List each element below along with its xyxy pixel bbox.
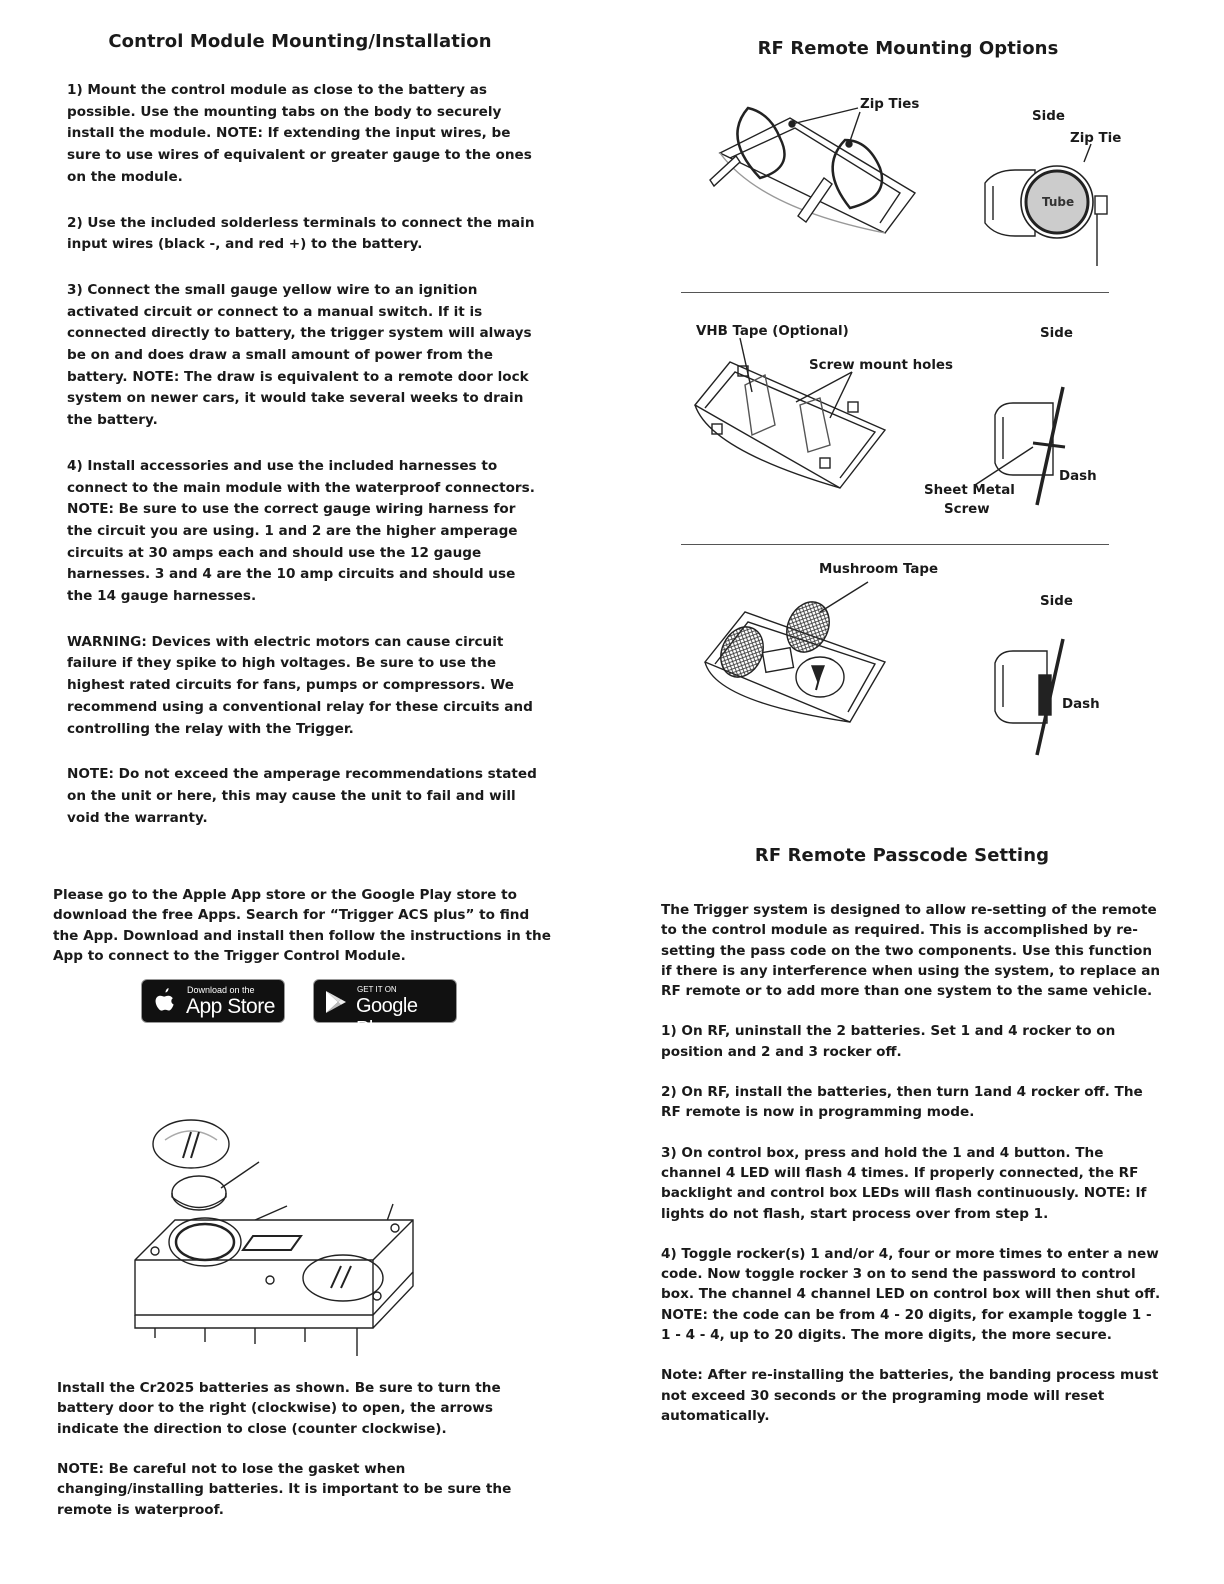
label-zip-ties: Zip Ties [860, 97, 920, 112]
label-sheet-metal: Sheet Metal [924, 483, 1015, 498]
label-dash-3: Dash [1062, 697, 1100, 712]
label-side-1: Side [1032, 109, 1065, 124]
app-store-small-text: Download on the [187, 985, 255, 995]
apple-logo-icon [153, 988, 175, 1014]
passcode-step-3: 3) On control box, press and hold the 1 and 4 button. The channel 4 LED will flash 4 times. If properly connected, the RF backlight and control box LEDs will flash continuously. NOTE: If lights do not flash, start process over from step 1. [661, 1144, 1147, 1222]
passcode-title: RF Remote Passcode Setting [754, 845, 1050, 866]
passcode-intro: The Trigger system is designed to allow re-setting of the remote to the control module as required. This is accomplished by re-setting the pass code on the two components. Use this function if there is any interference when using the system, to replace an RF remote or to add more than one system to the same vehicle. [661, 902, 1161, 1000]
passcode-step-4: 4) Toggle rocker(s) 1 and/or 4, four or more times to enter a new code. Now toggle rocker 3 on to send the password to control box. The channel 4 channel LED on control box will then shut off. [661, 1245, 1161, 1303]
app-store-big-text: App Store [186, 995, 275, 1018]
passcode-instructions [661, 900, 1161, 1426]
label-screw: Screw [944, 502, 990, 517]
zip-tie-mount-illustration [700, 98, 925, 238]
rf-mounting-title: RF Remote Mounting Options [757, 38, 1059, 59]
install-step-2: 2) Use the included solderless terminals to connect the main input wires (black -, and red +) to the battery. [67, 214, 535, 253]
label-screw-holes: Screw mount holes [809, 358, 953, 373]
label-tube: Tube [1042, 195, 1075, 209]
passcode-note: Note: After re-installing the batteries, the banding process must not exceed 30 seconds or the programing mode will reset automatically. [661, 1367, 1159, 1424]
battery-install-text: Install the Cr2025 batteries as shown. Be sure to turn the battery door to the right (clockwise) to open, the arrows indicate the direction to close (counter clockwise). [57, 1380, 501, 1437]
label-mushroom-tape: Mushroom Tape [819, 562, 939, 577]
vhb-mount-illustration [690, 340, 890, 490]
mushroom-tape-illustration [700, 582, 890, 732]
passcode-step-1: 1) On RF, uninstall the 2 batteries. Set 1 and 4 rocker to on position and 2 and 3 rocker off. [661, 1023, 1116, 1060]
install-step-4: 4) Install accessories and use the included harnesses to connect to the main module with the waterproof connectors. NOTE: Be sure to use the correct gauge wiring harness for the circuit you are using. 1 and 2 are the higher amperage circuits at 30 amps each and should use the 12 gauge harnesses. 3 and 4 are the 10 amp circuits and should use the 14 gauge harnesses. [67, 457, 535, 605]
google-play-small-text: GET IT ON [357, 985, 397, 994]
divider-1 [681, 292, 1109, 293]
divider-2 [681, 544, 1109, 545]
label-vhb-tape: VHB Tape (Optional) [696, 324, 849, 339]
app-store-badge[interactable] [141, 979, 285, 1023]
battery-install-illustration [125, 1110, 425, 1370]
warning-text: WARNING: Devices with electric motors can cause circuit failure if they spike to high voltages. Be sure to use the highest rated circuits for fans, pumps or compressors. We recommend using a conventional relay for these circuits and controlling the relay with the Trigger. [67, 633, 533, 737]
install-step-1: 1) Mount the control module as close to the battery as possible. Use the mounting tabs on the body to securely install the module. NOTE: If extending the input wires, be sure to use wires of equivalent or greater gauge to the ones on the module. [67, 82, 532, 185]
amperage-note: NOTE: Do not exceed the amperage recommendations stated on the unit or here, this may cause the unit to fail and will void the warranty. [67, 766, 537, 826]
label-side-2: Side [1040, 326, 1073, 341]
google-play-big-text: Google Play [356, 995, 418, 1040]
app-download-text: Please go to the Apple App store or the Google Play store to download the free Apps. Search for “Trigger ACS plus” to find the App. Download and install then follow the instructions in the App to connect to the Trigger Control Module. [53, 887, 551, 964]
page-title-control-module: Control Module Mounting/Installation [108, 31, 492, 52]
gasket-note: NOTE: Be careful not to lose the gasket when changing/installing batteries. It is important to be sure the remote is waterproof. [57, 1461, 512, 1518]
label-dash-2: Dash [1059, 469, 1097, 484]
google-play-icon [325, 990, 347, 1014]
passcode-code-note: NOTE: the code can be from 4 - 20 digits, for example toggle 1 - 1 - 4 - 4, up to 20 digits. The more digits, the more secure. [661, 1306, 1152, 1344]
install-steps [67, 80, 543, 829]
install-step-3: 3) Connect the small gauge yellow wire to an ignition activated circuit or connect to a manual switch. If it is connected directly to battery, the trigger system will always be on and does draw a small amount of power from the battery. NOTE: The draw is equivalent to a remote door lock system on newer cars, it would take several weeks to drain the battery. [67, 281, 532, 429]
label-zip-tie: Zip Tie [1070, 131, 1122, 146]
label-side-3: Side [1040, 594, 1073, 609]
google-play-badge[interactable] [313, 979, 457, 1040]
passcode-step-2: 2) On RF, install the batteries, then turn 1and 4 rocker off. The RF remote is now in programming mode. [661, 1084, 1143, 1121]
